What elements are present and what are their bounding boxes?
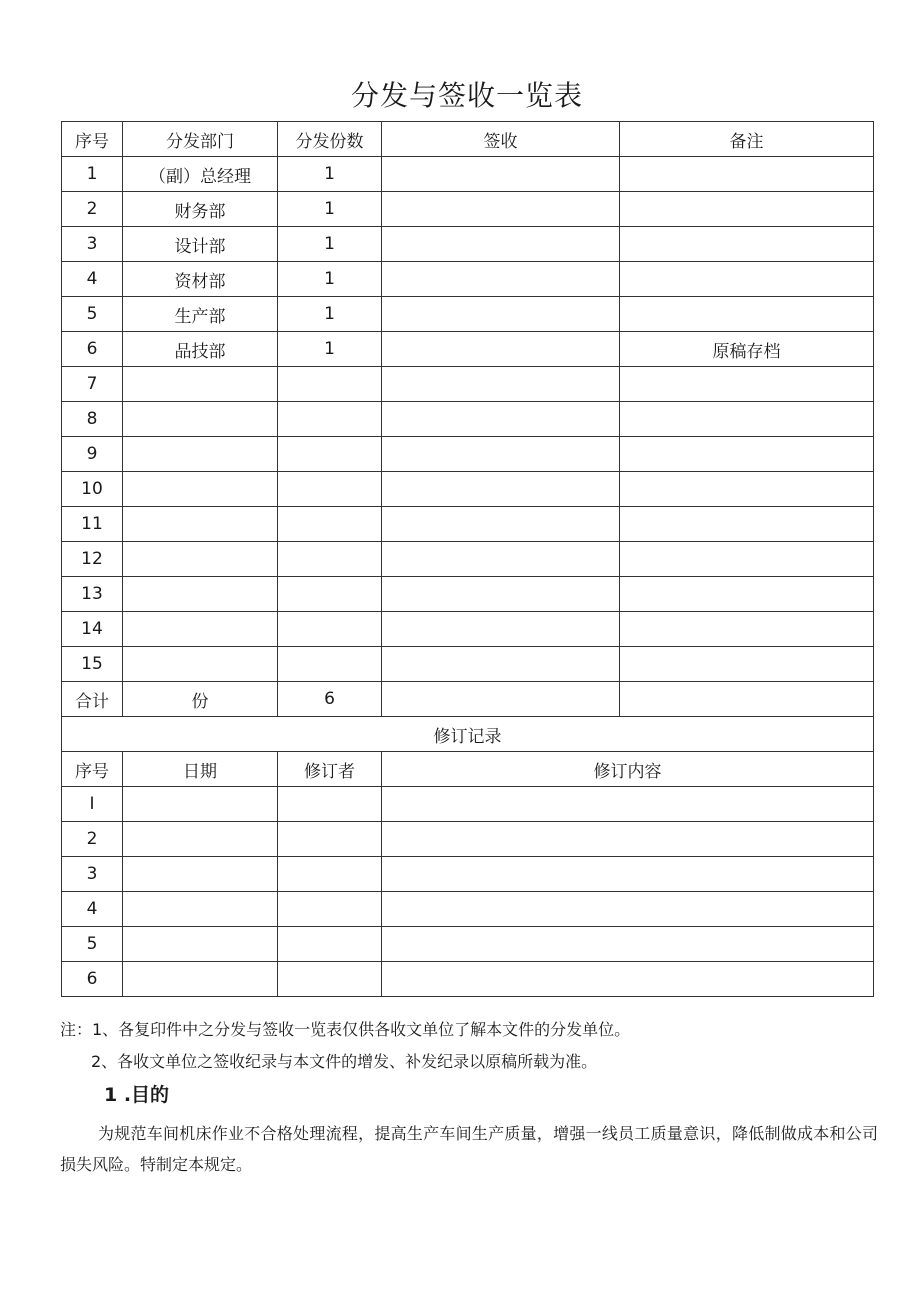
section-body: 为规范车间机床作业不合格处理流程，提高生产车间生产质量，增强一线员工质量意识，降低制做成本和公司损失风险。特制定本规定。 xyxy=(60,1124,878,1174)
department-cell xyxy=(123,367,278,402)
distribution-row xyxy=(62,542,874,577)
reviser-cell xyxy=(278,927,382,962)
reviser-cell xyxy=(278,787,382,822)
remark-cell xyxy=(620,262,874,297)
remark-cell xyxy=(620,647,874,682)
distribution-row xyxy=(62,332,874,367)
header-cell: 分发份数 xyxy=(278,122,382,157)
row-number: 14 xyxy=(62,612,123,647)
distribution-row xyxy=(62,262,874,297)
content-cell xyxy=(382,962,874,997)
sign-cell xyxy=(382,402,620,437)
remark-cell xyxy=(620,612,874,647)
sign-cell xyxy=(382,227,620,262)
sign-cell xyxy=(382,647,620,682)
department-cell xyxy=(123,402,278,437)
remark-cell xyxy=(620,507,874,542)
department-cell xyxy=(123,437,278,472)
sign-cell xyxy=(382,577,620,612)
reviser-cell xyxy=(278,857,382,892)
revision-header-row xyxy=(62,752,874,787)
notes xyxy=(60,1014,900,1078)
department-cell: 资材部 xyxy=(123,262,278,297)
remark-cell xyxy=(620,437,874,472)
row-number: 4 xyxy=(62,892,123,927)
row-number: 2 xyxy=(62,822,123,857)
distribution-row xyxy=(62,157,874,192)
row-number: 3 xyxy=(62,227,123,262)
row-number: 10 xyxy=(62,472,123,507)
remark-cell xyxy=(620,297,874,332)
row-number: 15 xyxy=(62,647,123,682)
department-cell: 品技部 xyxy=(123,332,278,367)
copies-cell xyxy=(278,612,382,647)
row-number: 8 xyxy=(62,402,123,437)
sign-cell xyxy=(382,157,620,192)
header-cell: 序号 xyxy=(62,752,123,787)
distribution-row xyxy=(62,402,874,437)
remark-cell xyxy=(620,472,874,507)
date-cell xyxy=(123,927,278,962)
sign-cell xyxy=(382,297,620,332)
note-2: 2、各收文单位之签收纪录与本文件的增发、补发纪录以原稿所载为准。 xyxy=(91,1052,598,1071)
reviser-cell xyxy=(278,822,382,857)
date-cell xyxy=(123,822,278,857)
copies-cell: 1 xyxy=(278,192,382,227)
header-cell: 备注 xyxy=(620,122,874,157)
section-heading: 1 .目的 xyxy=(104,1084,170,1106)
row-number: 6 xyxy=(62,332,123,367)
remark-cell xyxy=(620,157,874,192)
total-row xyxy=(62,682,874,717)
row-number: I xyxy=(62,787,123,822)
header-cell: 修订者 xyxy=(278,752,382,787)
header-cell: 修订内容 xyxy=(382,752,874,787)
note-1: 注：1、各复印件中之分发与签收一览表仅供各收文单位了解本文件的分发单位。 xyxy=(60,1020,631,1039)
department-cell xyxy=(123,472,278,507)
row-number: 6 xyxy=(62,962,123,997)
distribution-row xyxy=(62,472,874,507)
revision-row xyxy=(62,787,874,822)
content-cell xyxy=(382,787,874,822)
revision-row xyxy=(62,857,874,892)
distribution-row xyxy=(62,577,874,612)
total-copies: 6 xyxy=(278,682,382,717)
department-cell: 生产部 xyxy=(123,297,278,332)
sign-cell xyxy=(382,192,620,227)
sign-cell xyxy=(382,332,620,367)
total-remark-cell xyxy=(620,682,874,717)
remark-cell: 原稿存档 xyxy=(620,332,874,367)
row-number: 12 xyxy=(62,542,123,577)
remark-cell xyxy=(620,542,874,577)
remark-cell xyxy=(620,367,874,402)
copies-cell xyxy=(278,542,382,577)
row-number: 9 xyxy=(62,437,123,472)
distribution-row xyxy=(62,437,874,472)
content-cell xyxy=(382,857,874,892)
remark-cell xyxy=(620,227,874,262)
distribution-row xyxy=(62,507,874,542)
date-cell xyxy=(123,787,278,822)
row-number: 2 xyxy=(62,192,123,227)
total-label: 合计 xyxy=(62,682,123,717)
distribution-table xyxy=(61,121,874,997)
sign-cell xyxy=(382,542,620,577)
revision-row xyxy=(62,822,874,857)
copies-cell: 1 xyxy=(278,227,382,262)
row-number: 5 xyxy=(62,927,123,962)
department-cell: 财务部 xyxy=(123,192,278,227)
copies-cell: 1 xyxy=(278,157,382,192)
copies-cell: 1 xyxy=(278,332,382,367)
copies-cell xyxy=(278,367,382,402)
sign-cell xyxy=(382,472,620,507)
content-cell xyxy=(382,892,874,927)
row-number: 3 xyxy=(62,857,123,892)
reviser-cell xyxy=(278,962,382,997)
sign-cell xyxy=(382,262,620,297)
content-cell xyxy=(382,927,874,962)
sign-cell xyxy=(382,507,620,542)
row-number: 5 xyxy=(62,297,123,332)
header-cell: 签收 xyxy=(382,122,620,157)
total-unit: 份 xyxy=(123,682,278,717)
row-number: 7 xyxy=(62,367,123,402)
distribution-row xyxy=(62,227,874,262)
document-title: 分发与签收一览表 xyxy=(350,79,583,112)
row-number: 11 xyxy=(62,507,123,542)
department-cell xyxy=(123,577,278,612)
distribution-row xyxy=(62,367,874,402)
copies-cell xyxy=(278,472,382,507)
date-cell xyxy=(123,892,278,927)
reviser-cell xyxy=(278,892,382,927)
header-cell: 序号 xyxy=(62,122,123,157)
revision-title-row xyxy=(62,717,874,752)
copies-cell: 1 xyxy=(278,297,382,332)
total-sign-cell xyxy=(382,682,620,717)
department-cell xyxy=(123,507,278,542)
sign-cell xyxy=(382,612,620,647)
department-cell xyxy=(123,647,278,682)
revision-row xyxy=(62,927,874,962)
copies-cell xyxy=(278,647,382,682)
department-cell xyxy=(123,612,278,647)
copies-cell xyxy=(278,402,382,437)
date-cell xyxy=(123,857,278,892)
copies-cell: 1 xyxy=(278,262,382,297)
copies-cell xyxy=(278,577,382,612)
copies-cell xyxy=(278,437,382,472)
sign-cell xyxy=(382,437,620,472)
row-number: 1 xyxy=(62,157,123,192)
header-cell: 日期 xyxy=(123,752,278,787)
distribution-row xyxy=(62,192,874,227)
date-cell xyxy=(123,962,278,997)
department-cell: 设计部 xyxy=(123,227,278,262)
revision-row xyxy=(62,962,874,997)
distribution-row xyxy=(62,297,874,332)
copies-cell xyxy=(278,507,382,542)
row-number: 13 xyxy=(62,577,123,612)
distribution-row xyxy=(62,612,874,647)
remark-cell xyxy=(620,577,874,612)
row-number: 4 xyxy=(62,262,123,297)
header-cell: 分发部门 xyxy=(123,122,278,157)
revision-section-title: 修订记录 xyxy=(62,717,874,752)
content-cell xyxy=(382,822,874,857)
remark-cell xyxy=(620,402,874,437)
revision-row xyxy=(62,892,874,927)
sign-cell xyxy=(382,367,620,402)
department-cell xyxy=(123,542,278,577)
distribution-header-row xyxy=(62,122,874,157)
remark-cell xyxy=(620,192,874,227)
distribution-row xyxy=(62,647,874,682)
department-cell: （副）总经理 xyxy=(123,157,278,192)
